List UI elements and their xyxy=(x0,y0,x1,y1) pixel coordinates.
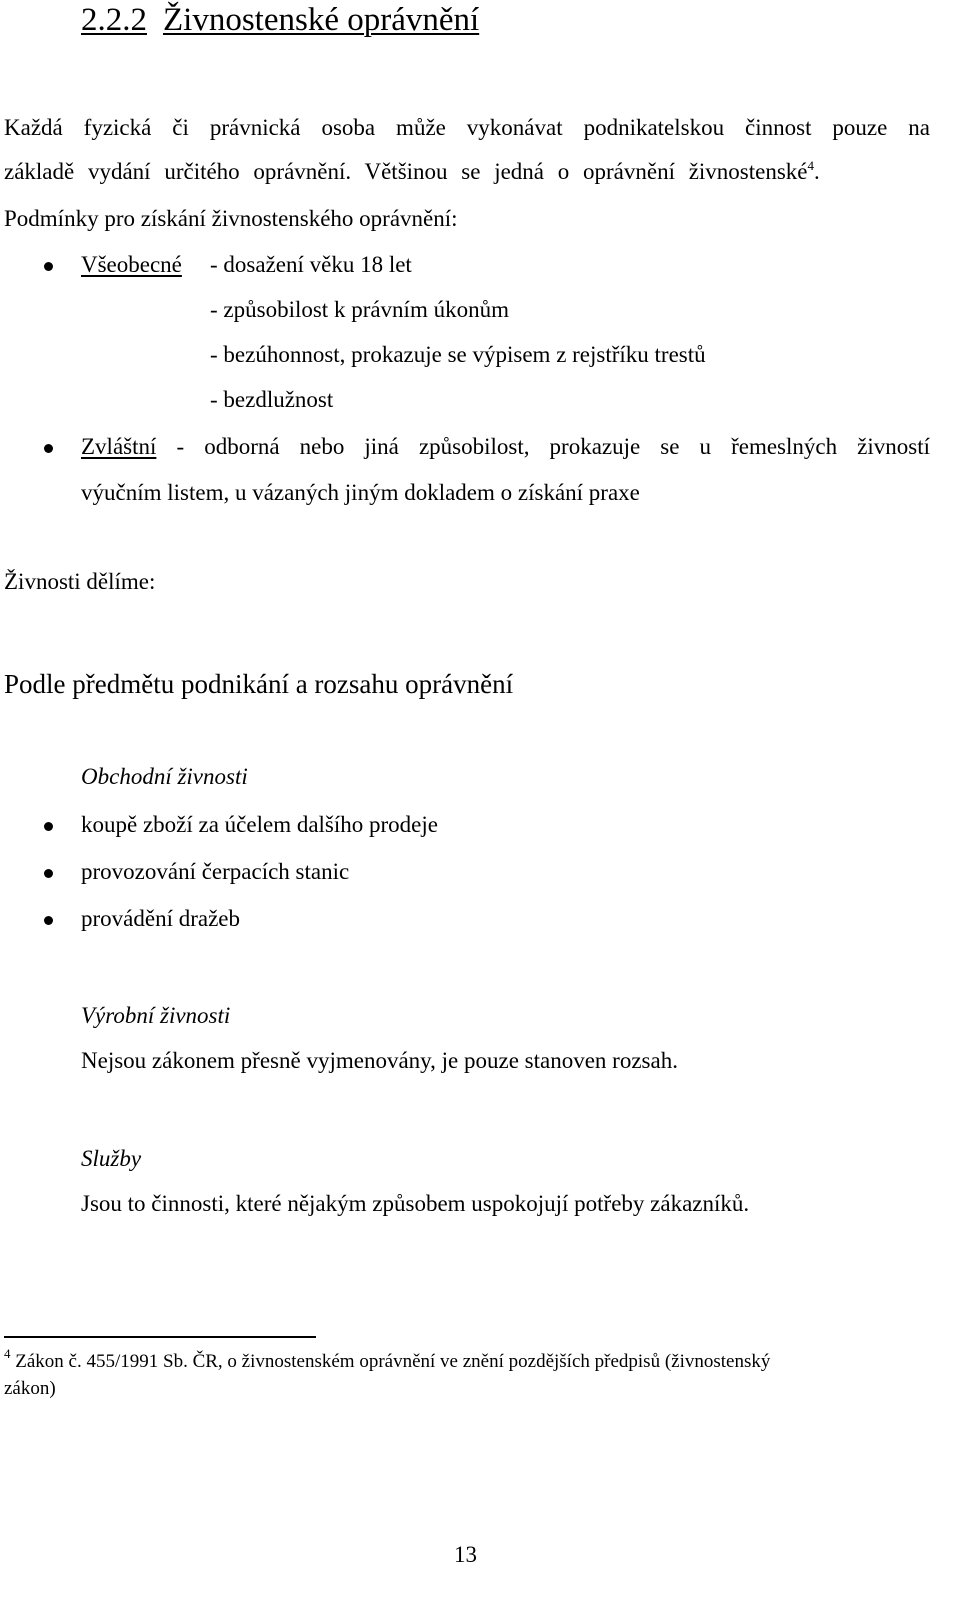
bullet-icon xyxy=(44,262,53,271)
page-number: 13 xyxy=(454,1542,477,1567)
general-item: - dosažení věku 18 let xyxy=(210,252,412,277)
services-title: Služby xyxy=(81,1146,142,1171)
bullet-icon xyxy=(44,444,53,453)
services-text: Jsou to činnosti, které nějakým způsobem uspokojují potřeby zákazníků. xyxy=(81,1191,750,1216)
general-item: - bezdlužnost xyxy=(210,387,334,412)
section-title: Živnostenské oprávnění xyxy=(163,2,480,38)
trade-title: Obchodní živnosti xyxy=(81,764,248,789)
special-label: Zvláštní xyxy=(81,434,157,459)
special-conditions-line-1 xyxy=(81,435,930,459)
footnote-line-2: zákon) xyxy=(4,1378,56,1399)
general-conditions xyxy=(81,253,182,277)
general-label: Všeobecné xyxy=(81,252,182,277)
intro-period: . xyxy=(814,159,820,184)
footnote-reference: 4 xyxy=(807,158,815,173)
division-text: Živnosti dělíme: xyxy=(4,569,156,594)
bullet-icon xyxy=(44,822,53,831)
intro-line-2 xyxy=(4,160,820,184)
section-number: 2.2.2 xyxy=(81,2,147,38)
special-conditions-line-2: výučním listem, u vázaných jiným dokladem o získání praxe xyxy=(81,480,640,505)
subheading: Podle předmětu podnikání a rozsahu oprávnění xyxy=(4,669,514,699)
general-item: - bezúhonnost, prokazuje se výpisem z rejstříku trestů xyxy=(210,342,706,367)
footnote-line-1 xyxy=(4,1346,771,1373)
footnote-number: 4 xyxy=(4,1346,11,1361)
trade-item: provádění dražeb xyxy=(81,906,241,931)
special-line-1-text: - odborná nebo jiná způsobilost, prokazuje se u řemeslných živností xyxy=(176,434,931,459)
intro-line-2-text: základě vydání určitého oprávnění. Většinou se jedná o oprávnění živnostenské xyxy=(4,159,808,184)
intro-line-3: Podmínky pro získání živnostenského oprávnění: xyxy=(4,206,458,231)
general-item: - způsobilost k právním úkonům xyxy=(210,297,509,322)
footnote-text: Zákon č. 455/1991 Sb. ČR, o živnostenském oprávnění ve znění pozdějších předpisů (živnostenský xyxy=(15,1351,771,1372)
bullet-icon xyxy=(44,916,53,925)
production-text: Nejsou zákonem přesně vyjmenovány, je pouze stanoven rozsah. xyxy=(81,1048,678,1073)
trade-item: koupě zboží za účelem dalšího prodeje xyxy=(81,812,438,837)
footnote-divider xyxy=(4,1336,316,1338)
trade-item: provozování čerpacích stanic xyxy=(81,859,350,884)
section-heading xyxy=(81,2,479,39)
bullet-icon xyxy=(44,869,53,878)
production-title: Výrobní živnosti xyxy=(81,1003,231,1028)
intro-line-1: Každá fyzická či právnická osoba může vykonávat podnikatelskou činnost pouze na xyxy=(4,115,930,140)
